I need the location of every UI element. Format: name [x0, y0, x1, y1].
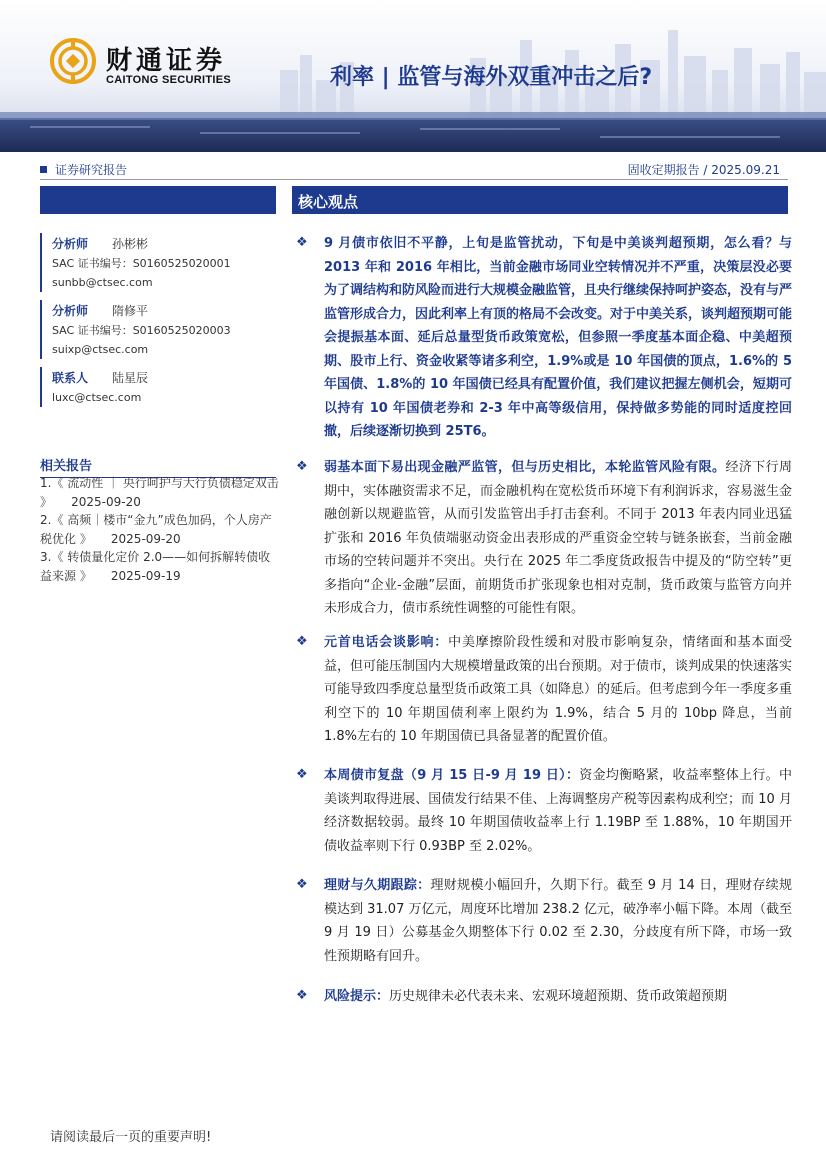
core-point-heading: 风险提示：: [324, 989, 390, 1004]
core-point-text: [324, 874, 792, 968]
logo-chinese-name: 财通证券: [106, 46, 227, 76]
left-column-header-bar: [40, 186, 276, 214]
analyst-email[interactable]: suixp@ctsec.com: [52, 343, 149, 356]
related-report-item[interactable]: [40, 511, 280, 548]
related-reports-title: 相关报告: [40, 455, 276, 478]
report-category-label: 证券研究报告: [55, 163, 128, 177]
footer-disclaimer: 请阅读最后一页的重要声明!: [50, 1130, 212, 1145]
report-title: 利率 | 监管与海外双重冲击之后?: [330, 65, 653, 90]
contact-role: 联系人: [52, 371, 89, 385]
diamond-bullet-icon: ❖: [296, 459, 308, 474]
analyst-sac-number: SAC 证书编号：S0160525020001: [52, 257, 231, 270]
related-report-title: 1.《 流动性 ｜ 央行呵护与大行负债稳定双击 》: [40, 476, 279, 509]
core-point-heading: 本周债市复盘（9 月 15 日-9 月 19 日）：: [324, 768, 580, 783]
square-bullet-icon: [40, 166, 47, 173]
core-point-heading: 理财与久期跟踪：: [324, 878, 431, 893]
core-point-text: [324, 631, 792, 749]
core-point-body: 经济下行周期中，实体融资需求不足，而金融机构在宽松货币环境下有利润诉求，容易滋生金融创新以规避监管，从而引发监管出手打击套利。不同于 2013 年表内同业迅猛扩张和 2016 年负债端驱动资金出表形成的严重资金空转与链条嵌套，当前金融市场的空转问题并不突出。央行在 2025 年二季度货政报告中提及的“防空转”更多指向“企业-金融”层面，前期货币扩张现象也相对克制，货币政策与监管方向并未形成合力，债市系统性调整的可能性有限。: [324, 460, 793, 616]
related-report-title: 2.《 高频｜楼市“金九”成色加码，个人房产税优化 》: [40, 513, 272, 546]
analyst-sac-number: SAC 证书编号：S0160525020003: [52, 324, 231, 337]
diamond-bullet-icon: ❖: [296, 988, 308, 1003]
caitong-logo-icon: [50, 38, 96, 84]
related-report-title: 3.《 转债量化定价 2.0——如何拆解转债收益来源 》: [40, 550, 271, 583]
contact-email[interactable]: luxc@ctsec.com: [52, 391, 142, 404]
analyst-card: [40, 300, 276, 359]
diamond-bullet-icon: ❖: [296, 235, 308, 250]
contact-card: [40, 367, 276, 407]
analyst-role: 分析师: [52, 237, 89, 251]
core-point-wealth-duration: [296, 874, 792, 968]
core-point-body: 理财规模小幅回升，久期下行。截至 9 月 14 日，理财存续规模达到 31.07 万亿元，周度环比增加 238.2 亿元，破净率小幅下降。本周（截至 9 月 19 日）公募基金久期整体下行 0.02 至 2.30，分歧度有所下降，市场一致性预期略有回升。: [324, 878, 792, 964]
core-point-summit-call: [296, 631, 792, 749]
report-header: [0, 0, 826, 152]
core-point-text: 9 月债市依旧不平静，上旬是监管扰动，下旬是中美谈判超预期，怎么看？与 2013 年和 2016 年相比，当前金融市场同业空转情况并不严重，决策层没必要为了调结构和防风险而进行大规模金融监管，且央行继续保持呵护姿态，没有与严监管形成合力，因此利率上有顶的格局不会改变。对于中美关系，谈判超预期可能会提振基本面、延后总量型货币政策宽松，但参照一季度基本面企稳、中美超预期、股市上行、资金收紧等诸多利空，1.9%或是 10 年国债的顶点，1.6%的 5 年国债、1.8%的 10 年国债已经具有配置价值，我们建议把握左侧机会，短期可以持有 10 年国债老券和 2-3 年中高等级信用，保持做多势能的同时适度控回撤，后续逐渐切换到 25T6。: [324, 236, 793, 439]
core-point-body: 历史规律未必代表未来、宏观环境超预期、货币政策超预期: [389, 989, 728, 1004]
diamond-bullet-icon: ❖: [296, 877, 308, 892]
diamond-bullet-icon: ❖: [296, 634, 308, 649]
related-report-item[interactable]: [40, 548, 280, 585]
core-point-heading: 弱基本面下易出现金融严监管，但与历史相比，本轮监管风险有限。: [324, 460, 726, 475]
core-point-body: 中美摩擦阶段性缓和对股市影响复杂，情绪面和基本面受益，但可能压制国内大规模增量政策的出台预期。对于债市，谈判成果的快速落实可能导致四季度总量型货币政策工具（如降息）的延后。但考虑到今年一季度多重利空下的 10 年期国债利率上限约为 1.9%，结合 5 月的 10bp 降息，当前 1.8%左右的 10 年期国债已具备显著的配置价值。: [324, 635, 793, 744]
core-views-header: [292, 186, 788, 214]
core-point-heading: 元首电话会谈影响：: [324, 635, 449, 650]
related-report-date: 2025-09-20: [71, 494, 141, 509]
analyst-email[interactable]: sunbb@ctsec.com: [52, 276, 153, 289]
core-point-risk: [296, 985, 792, 1009]
core-point-summary: [296, 232, 792, 444]
report-category: [40, 161, 127, 178]
core-point-text: [324, 456, 792, 621]
core-views-title: 核心观点: [298, 193, 359, 211]
related-report-date: 2025-09-20: [110, 531, 181, 546]
core-point-weekly-review: [296, 764, 792, 858]
analyst-role: 分析师: [52, 304, 89, 318]
subheader-bar: [40, 160, 788, 180]
diamond-bullet-icon: ❖: [296, 767, 308, 782]
logo-english-name: CAITONG SECURITIES: [106, 74, 231, 86]
related-report-date: 2025-09-19: [110, 568, 181, 583]
analyst-name: 隋修平: [112, 304, 149, 318]
related-report-item[interactable]: [40, 474, 280, 511]
company-logo: [50, 38, 250, 94]
analyst-card: [40, 233, 276, 292]
core-point-text: [324, 985, 792, 1009]
report-type-date: 固收定期报告 / 2025.09.21: [627, 163, 780, 177]
core-point-body: 资金均衡略紧，收益率整体上行。中美谈判取得进展、国债发行结果不佳、上海调整房产税等因素构成利空；而 10 月经济数据较弱。最终 10 年期国债收益率上行 1.19BP 至 1.88%，10 年期国开债收益率则下行 0.93BP 至 2.02%。: [324, 768, 792, 854]
related-reports-list: [40, 474, 280, 585]
contact-name: 陆星辰: [112, 371, 149, 385]
analyst-name: 孙彬彬: [112, 237, 149, 251]
core-point-text: [324, 764, 792, 858]
core-point-regulation: [296, 456, 792, 621]
